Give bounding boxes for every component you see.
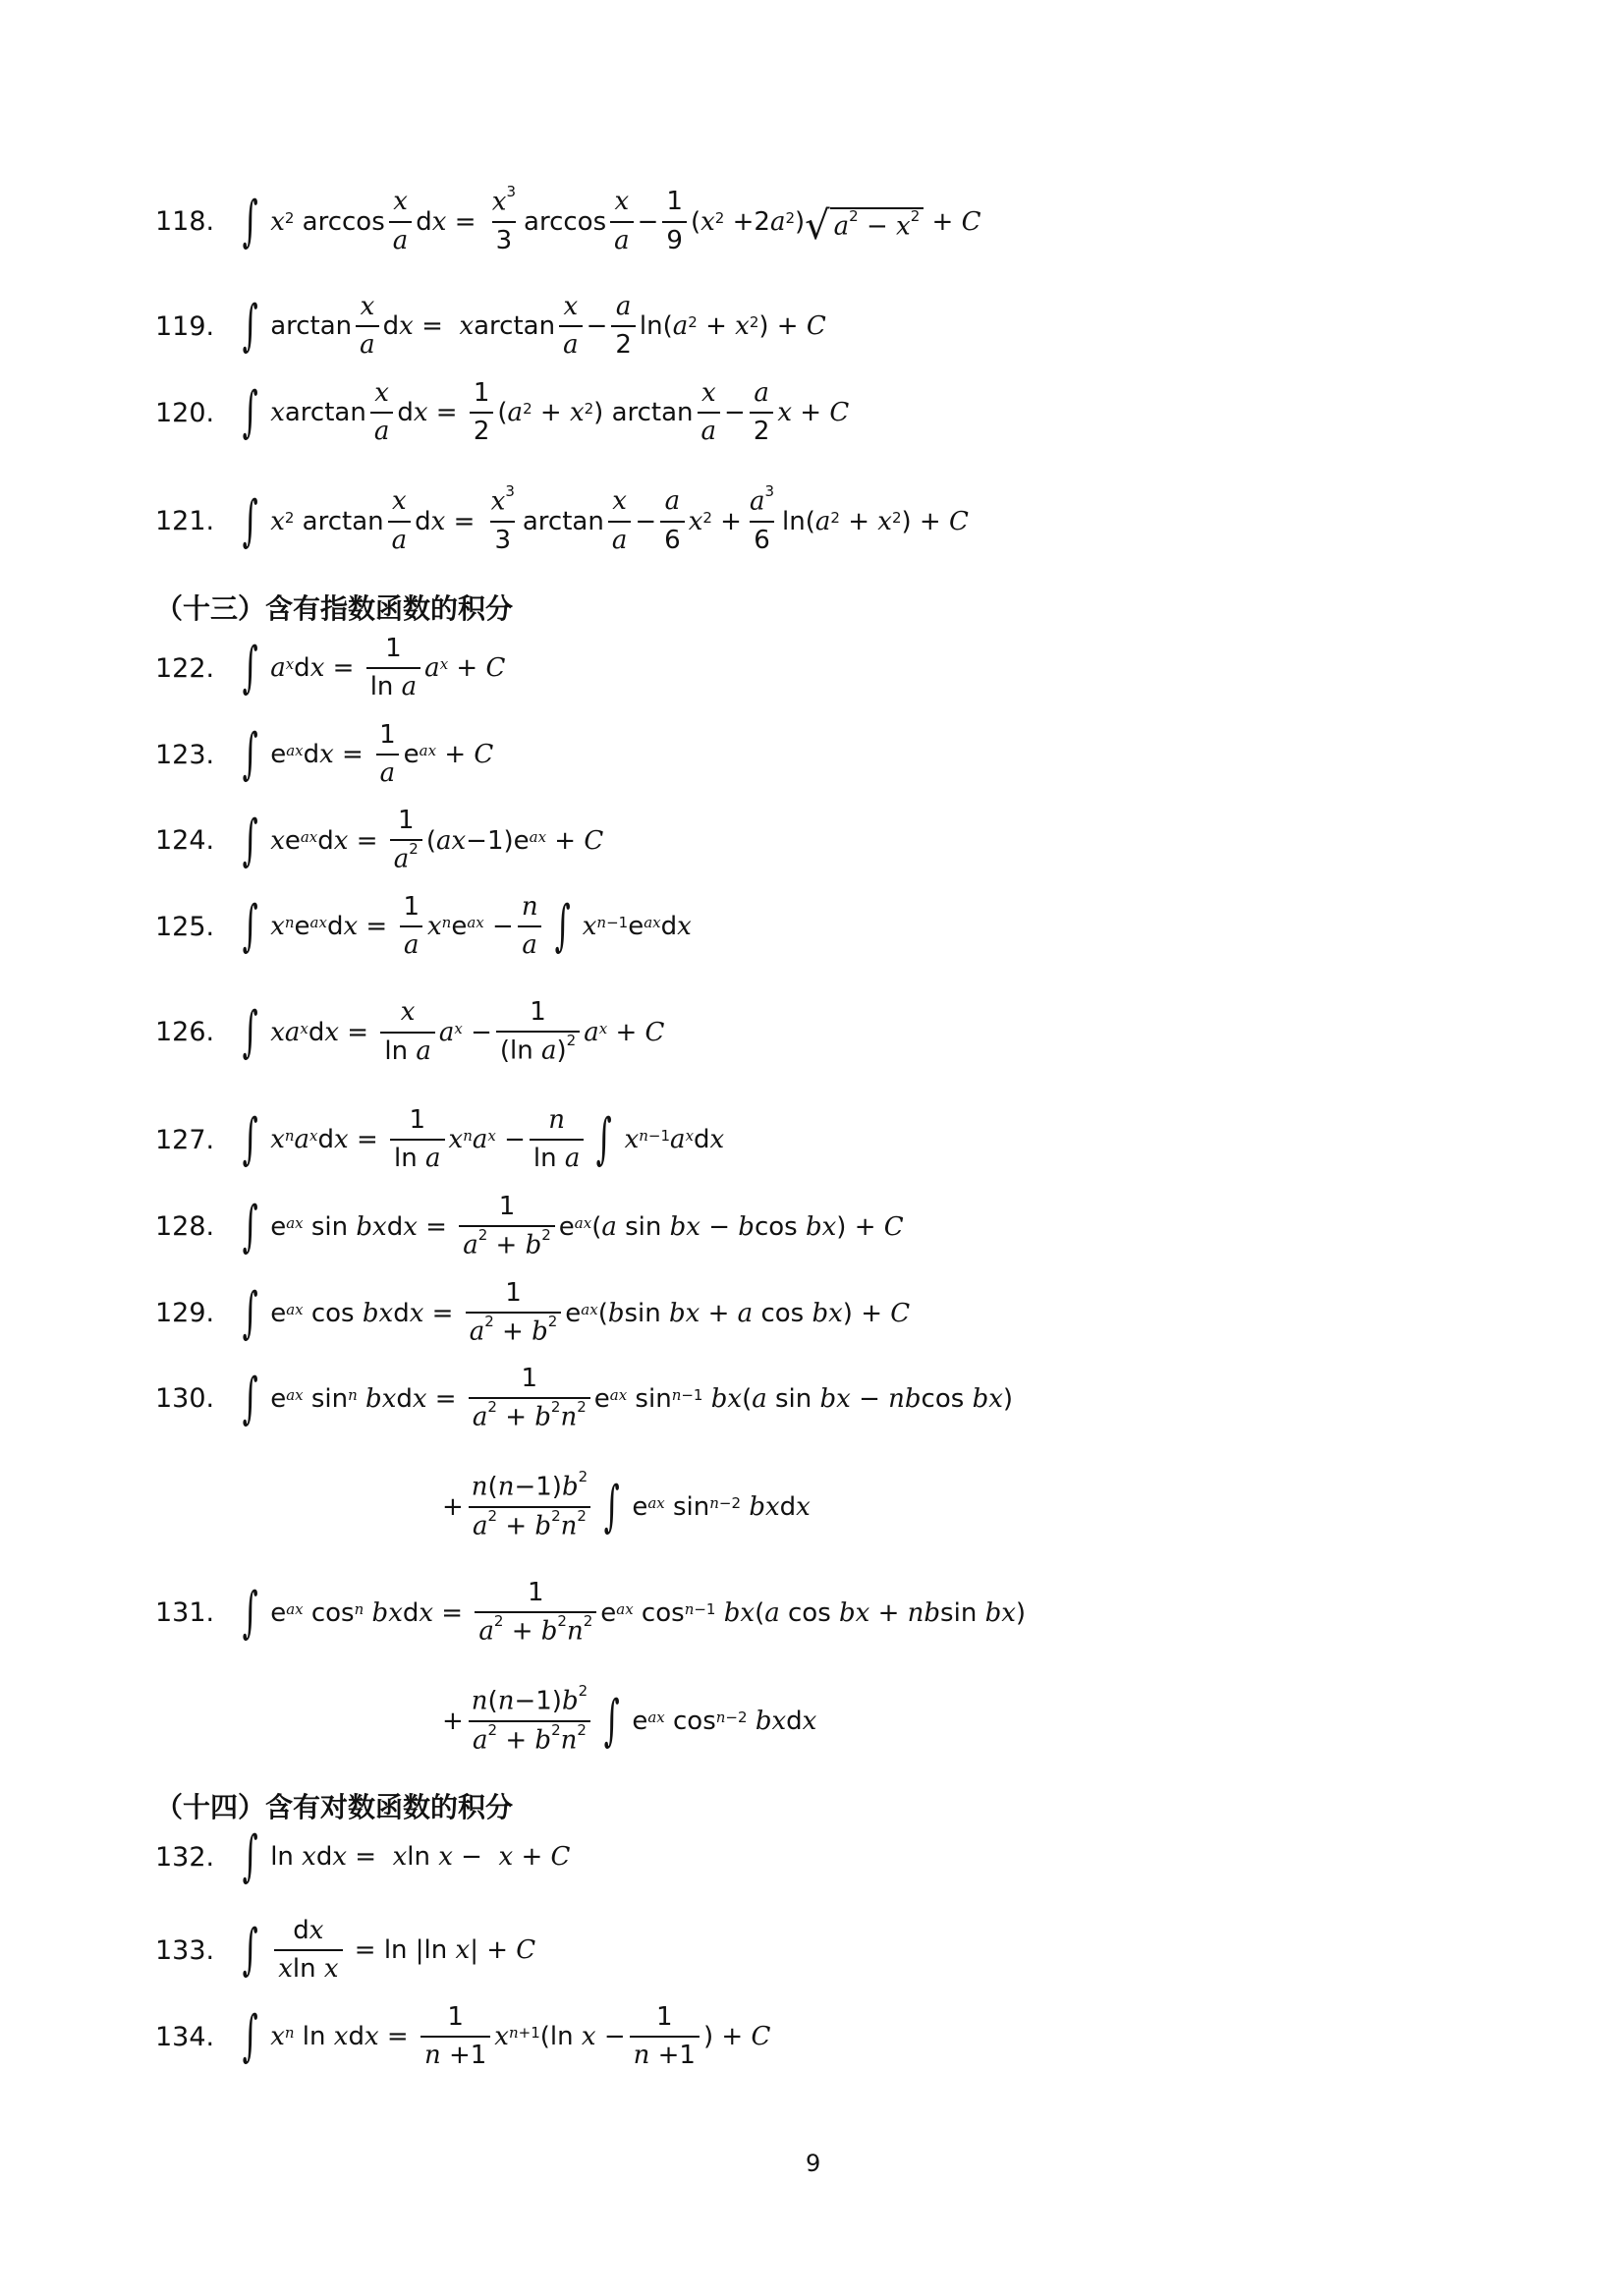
formula-expression: ∫ x $^n$ a $^x$ d x = $\frac{1}{\text{ln a}}$ x $^n$ a $^x$ − $\frac{n}{\text{ln a}}$ ∫ x $^{n -1}$ a $^x$ d x	[242, 1105, 725, 1174]
formula-expression: ∫ arctan $\frac{x}{a}$ d x = x arctan $\frac{x}{a}$ − $\frac{a}{2}$ ln( a $^2$ + x $^2$ ) + C	[242, 292, 826, 361]
formula-number: 120.	[155, 397, 215, 428]
formula-number: 134.	[155, 2021, 215, 2052]
section-heading-exponential: （十三）含有指数函数的积分	[155, 592, 514, 625]
formula-133	[155, 1916, 535, 1985]
formula-number: 121.	[155, 506, 215, 537]
formula-number: 128.	[155, 1211, 215, 1243]
formula-119	[155, 292, 826, 361]
formula-number: 124.	[155, 825, 215, 857]
formula-130-continuation: + $\frac{n(n-1)b^2}{a^2 + b^2n^2}$ ∫ e $^{ax}$ sin $^{n -2}$ bx d x	[442, 1468, 811, 1541]
formula-number: 118.	[155, 206, 215, 238]
formula-131	[155, 1578, 1026, 1648]
formula-129	[155, 1278, 910, 1348]
formula-expression: ∫ e $^{ax}$ cos bx d x = $\frac{1}{a^2 + b^2}$ e $^{ax}$ ( b sin bx + a cos bx ) + C	[242, 1278, 911, 1347]
formula-number: 122.	[155, 652, 215, 684]
formula-number: 119.	[155, 310, 215, 342]
formula-number: 131.	[155, 1597, 215, 1629]
formula-number: 130.	[155, 1383, 215, 1415]
formula-number: 129.	[155, 1298, 215, 1329]
formula-123	[155, 720, 493, 789]
formula-expression: ∫ x $^2$ arccos $\frac{x}{a}$ d x = $\frac{x^3}{3}$ arccos $\frac{x}{a}$ − $\frac{1}{9}$ ( x $^2$ +2 a $^2$ ) √ $a^2 - x^2$ + C	[242, 183, 981, 255]
formula-expression: ∫ xa $^x$ d x = $\frac{x}{\text{ln a}}$ a $^x$ − $\frac{1}{(\ln a)^2}$ a $^x$ + C	[242, 997, 665, 1066]
formula-124	[155, 806, 603, 875]
formula-number: 132.	[155, 1841, 215, 1873]
section-heading-logarithmic: （十四）含有对数函数的积分	[155, 1791, 514, 1823]
formula-number: 123.	[155, 739, 215, 770]
formula-120	[155, 378, 849, 447]
formula-128	[155, 1192, 904, 1261]
formula-expression: ∫ x e $^{ax}$ d x = $\frac{1}{a^2}$ ( ax −1)e $^{ax}$ + C	[242, 806, 604, 874]
formula-126	[155, 997, 664, 1067]
formula-130	[155, 1364, 1013, 1433]
formula-134	[155, 2002, 770, 2071]
formula-expression: ∫ a $^x$ d x = $\frac{1}{\text{ln a}}$ a $^x$ + C	[242, 634, 506, 702]
formula-number: 125.	[155, 911, 215, 942]
page-number: 9	[806, 2150, 821, 2177]
formula-132	[155, 1824, 571, 1888]
formula-number: 126.	[155, 1017, 215, 1048]
formula-118	[155, 183, 981, 256]
formula-expression: ∫ x $^n$ ln x d x = $\frac{1}{n +1}$ x $^{n +1}$ (ln x − $\frac{1}{n +1}$ ) + C	[242, 2002, 771, 2071]
formula-expression: ∫ x $^n$ e $^{ax}$ d x = $\frac{1}{a}$ x $^n$ e $^{ax}$ − $\frac{n}{a}$ ∫ x $^{n -1}$ e $^{ax}$ d x	[242, 892, 692, 961]
formula-number: 127.	[155, 1124, 215, 1155]
formula-expression: ∫ e $^{ax}$ sin bx d x = $\frac{1}{a^2 + b^2}$ e $^{ax}$ ( a sin bx − b cos bx ) + C	[242, 1192, 904, 1260]
formula-expression: ∫ e $^{ax}$ sin $^n$ bx d x = $\frac{1}{a^2 + b^2n^2}$ e $^{ax}$ sin $^{n -1}$ bx ( a sin bx − nb cos bx )	[242, 1364, 1014, 1432]
formula-expression: ∫ ln x d x = x ln x − x + C	[242, 1824, 571, 1888]
formula-127	[155, 1105, 724, 1174]
formula-expression: ∫ x $^2$ arctan $\frac{x}{a}$ d x = $\frac{x^3}{3}$ arctan $\frac{x}{a}$ − $\frac{a}{6}$ x $^2$ + $\frac{a^3}{6}$ ln( a $^2$ + x $^2$ ) + C	[242, 482, 969, 555]
formula-125	[155, 892, 692, 961]
formula-expression: ∫ x arctan $\frac{x}{a}$ d x = $\frac{1}{2}$ ( a $^2$ + x $^2$ ) arctan $\frac{x}{a}$ − $\frac{a}{2}$ x + C	[242, 378, 850, 447]
formula-expression: ∫ e $^{ax}$ cos $^n$ bx d x = $\frac{1}{a^2 + b^2n^2}$ e $^{ax}$ cos $^{n -1}$ bx ( a cos bx + nb sin bx )	[242, 1578, 1027, 1647]
formula-expression: ∫ e $^{ax}$ d x = $\frac{1}{a}$ e $^{ax}$ + C	[242, 720, 494, 789]
formula-expression: ∫ $\frac{dx}{\text{xln x}}$ = ln |ln x | + C	[242, 1916, 536, 1985]
formula-121	[155, 482, 969, 556]
formula-number: 133.	[155, 1934, 215, 1966]
formula-131-continuation: + $\frac{n(n-1)b^2}{a^2 + b^2n^2}$ ∫ e $^{ax}$ cos $^{n -2}$ bx d x	[442, 1682, 817, 1756]
formula-122	[155, 634, 505, 702]
